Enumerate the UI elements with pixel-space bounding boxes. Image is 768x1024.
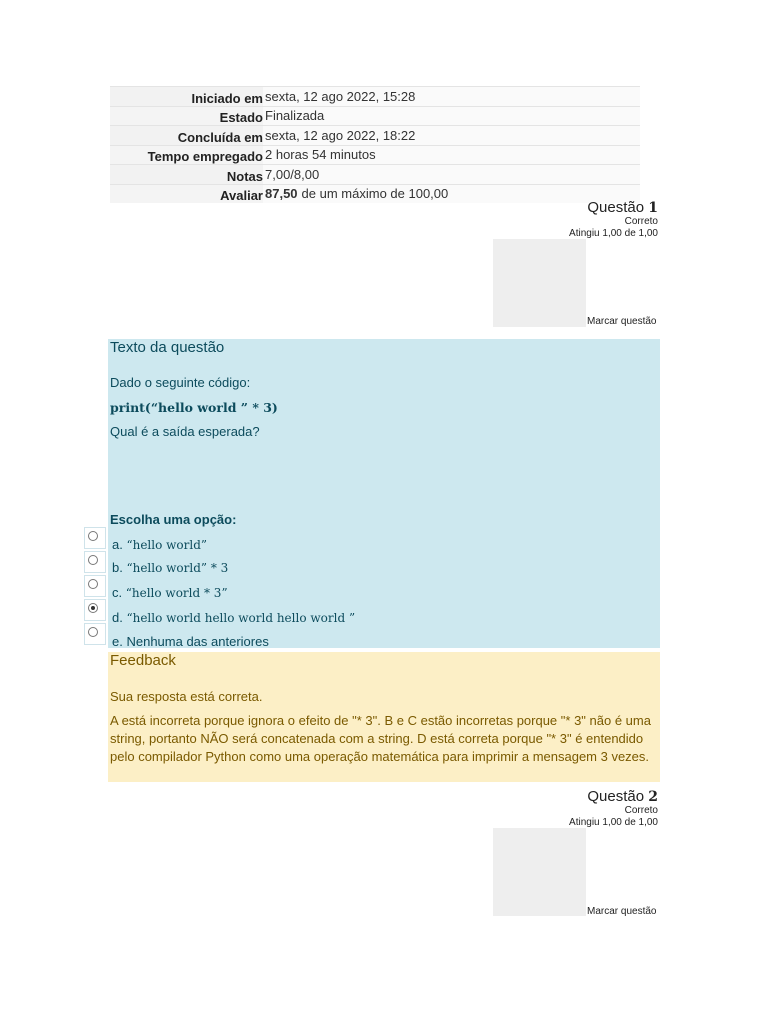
question-number: 2 <box>648 789 658 805</box>
question-1-info <box>458 199 658 240</box>
summary-label: Notas <box>226 168 263 184</box>
option-d-label[interactable] <box>112 610 355 625</box>
option-b-label[interactable] <box>112 560 228 575</box>
summary-value: sexta, 12 ago 2022, 15:28 <box>263 87 640 106</box>
option-letter: d. <box>112 610 123 625</box>
grade-max-text: de um máximo de 100,00 <box>301 186 449 202</box>
summary-value: Finalizada <box>263 107 640 126</box>
option-text: “hello world” * 3 <box>126 561 229 575</box>
summary-label: Iniciado em <box>191 90 263 106</box>
question-number: 1 <box>648 200 658 216</box>
question-2-info <box>458 788 658 829</box>
question-title-label: Questão <box>587 788 645 805</box>
summary-value: 2 horas 54 minutos <box>263 146 640 165</box>
summary-value: sexta, 12 ago 2022, 18:22 <box>263 126 640 145</box>
question-intro: Dado o seguinte código: <box>110 375 251 390</box>
question-title-label: Questão <box>587 199 645 216</box>
option-a-radio[interactable] <box>84 527 106 549</box>
option-b-radio[interactable] <box>84 551 106 573</box>
feedback-explanation: A está incorreta porque ignora o efeito de "* 3". B e C estão incorretas porque "* 3" não é uma string, portanto NÃO será concatenada com a string. D está correta porque "* 3" é entendido pelo compilador Python como uma operação matemática para imprimir a mensagem 3 vezes. <box>110 713 651 764</box>
option-c-label[interactable] <box>112 585 228 600</box>
question-text-panel <box>108 339 660 648</box>
summary-label: Estado <box>219 110 263 126</box>
option-text: “hello world hello world hello world ” <box>126 611 356 625</box>
summary-row-time-taken <box>110 145 640 165</box>
option-a-label[interactable] <box>112 537 207 552</box>
summary-row-state <box>110 106 640 126</box>
flag-question-link[interactable]: Marcar questão <box>587 906 657 917</box>
attempt-summary-table <box>110 86 640 203</box>
radio-circle-icon <box>88 579 98 589</box>
option-text: Nenhuma das anteriores <box>126 634 269 649</box>
question-status: Correto <box>624 805 658 816</box>
question-title <box>458 788 658 805</box>
question-status: Correto <box>624 216 658 227</box>
option-e-label[interactable] <box>112 634 269 649</box>
flag-question-image[interactable] <box>493 828 586 916</box>
feedback-correct: Sua resposta está correta. <box>110 689 263 704</box>
grade-value: 87,50 <box>265 186 298 202</box>
option-text: “hello world * 3” <box>125 586 228 600</box>
summary-label: Tempo empregado <box>147 149 263 165</box>
radio-circle-icon <box>88 627 98 637</box>
summary-row-marks <box>110 164 640 184</box>
summary-label: Concluída em <box>177 129 263 145</box>
flag-question-image[interactable] <box>493 239 586 327</box>
question-text-heading: Texto da questão <box>110 339 225 356</box>
radio-circle-icon <box>88 555 98 565</box>
option-e-radio[interactable] <box>84 623 106 645</box>
question-code: print(“hello world ” * 3) <box>110 400 278 415</box>
question-score: Atingiu 1,00 de 1,00 <box>569 817 658 828</box>
summary-row-completed <box>110 125 640 145</box>
question-ask: Qual é a saída esperada? <box>110 424 260 439</box>
option-text: “hello world” <box>126 538 208 552</box>
option-d-radio[interactable] <box>84 599 106 621</box>
answer-prompt: Escolha uma opção: <box>110 512 237 527</box>
radio-circle-icon <box>88 531 98 541</box>
summary-value: 7,00/8,00 <box>263 165 640 184</box>
feedback-panel <box>108 652 660 782</box>
summary-row-started <box>110 86 640 106</box>
option-letter: b. <box>112 560 123 575</box>
flag-question-link[interactable]: Marcar questão <box>587 316 657 327</box>
option-letter: c. <box>112 585 123 600</box>
feedback-heading: Feedback <box>110 652 176 669</box>
question-score: Atingiu 1,00 de 1,00 <box>569 228 658 239</box>
radio-checked-icon <box>88 603 98 613</box>
question-title <box>458 199 658 216</box>
option-c-radio[interactable] <box>84 575 106 597</box>
option-letter: a. <box>112 537 123 552</box>
summary-label: Avaliar <box>220 188 263 204</box>
option-letter: e. <box>112 634 123 649</box>
